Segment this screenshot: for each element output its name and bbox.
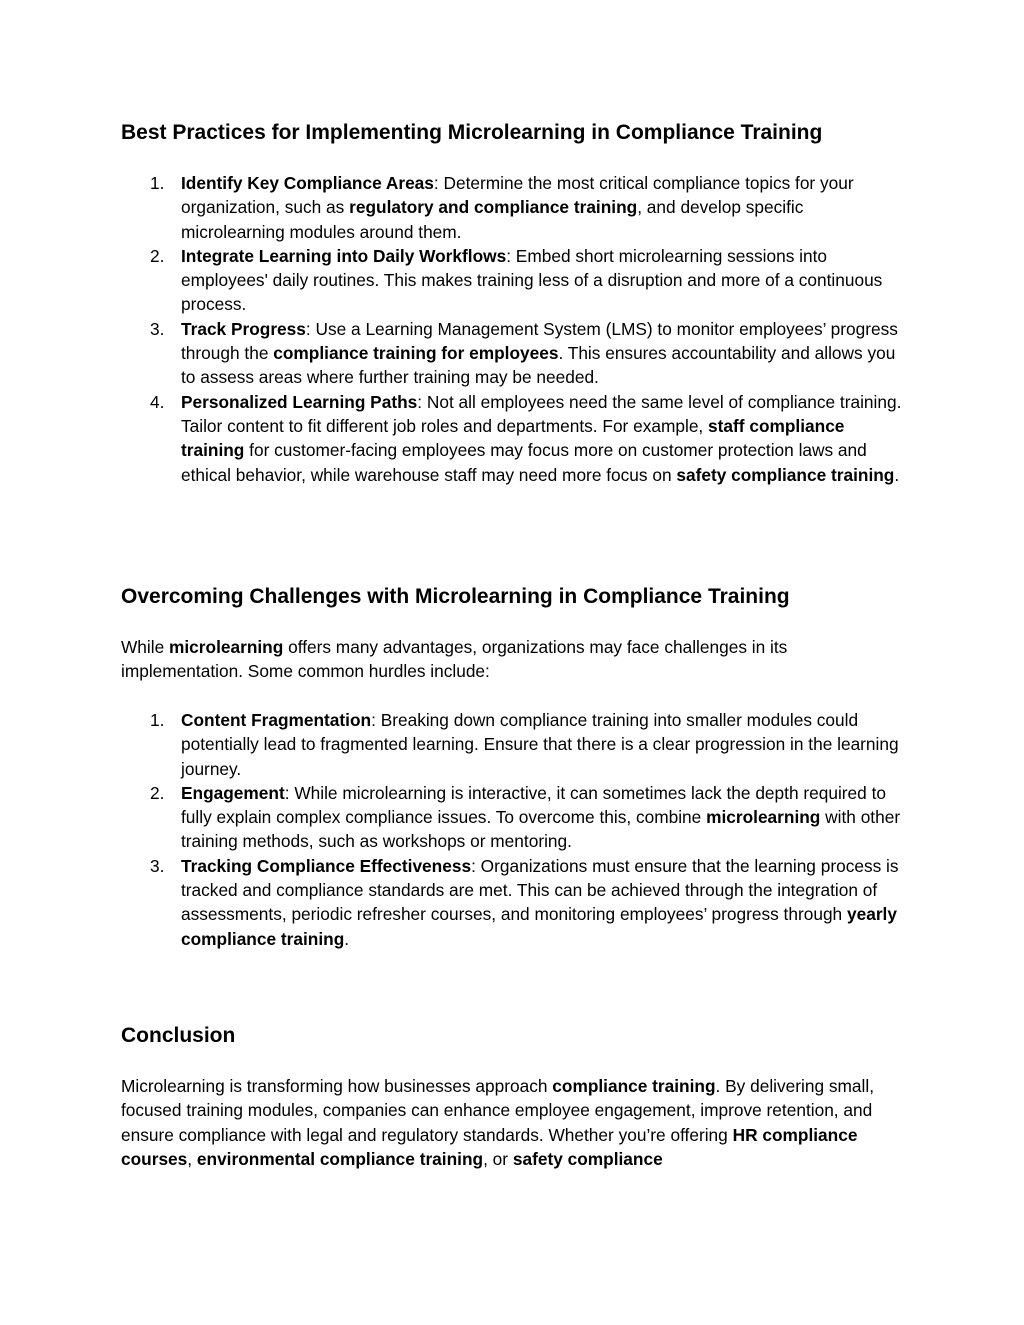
text-run: , or [483,1148,513,1169]
list-number: 2. [150,245,165,266]
text-run: . By delivering small, focused training modules, companies can enhance employee engagement, improve retention, and ensure compliance with legal and regulatory standards. Whether you’re offering [121,1076,874,1145]
section-heading-challenges: Overcoming Challenges with Microlearning in Compliance Training [121,585,790,608]
bold-text: compliance training [552,1076,716,1096]
text-run: with other training methods, such as workshops or mentoring. [181,807,901,852]
section-heading-conclusion: Conclusion [121,1024,236,1047]
bold-text: Integrate Learning into Daily Workflows [181,245,507,266]
bold-text: microlearning [169,637,284,657]
list-item-text [181,856,899,949]
bold-text: safety compliance training [676,464,895,485]
bold-text: staff compliance training [181,415,845,461]
bold-text: yearly compliance training [181,904,897,949]
bold-text: Content Fragmentation [181,710,372,730]
list-item [121,854,911,951]
list-item [121,708,911,781]
bold-text: regulatory and compliance training [349,197,638,218]
text-run: Microlearning is transforming how businesses approach [121,1076,553,1096]
text-run: : Determine the most critical compliance topics for your organization, such as [181,173,854,218]
bold-text: microlearning [706,807,821,828]
bold-text: compliance training for employees [273,343,559,364]
text-run: : Use a Learning Management System (LMS) to monitor employees’ progress through the [181,318,898,364]
bold-text: environmental compliance training [196,1148,484,1169]
text-run: offers many advantages, organizations may face challenges in its implementation. Some common hurdles include: [121,637,788,682]
best-practices-list [121,171,911,487]
bold-text: HR compliance courses [121,1124,858,1169]
text-run: : Embed short microlearning sessions into employees' daily routines. This makes training less of a disruption and more of a continuous process. [181,245,883,315]
list-item [121,781,911,854]
text-run: . [344,928,350,949]
list-item-text [181,319,898,388]
list-number: 3. [150,318,165,339]
bold-text: safety compliance [512,1148,663,1169]
list-item-text [181,246,882,315]
list-item-text [181,392,901,485]
text-run: , and develop specific microlearning modules around them. [181,197,804,242]
list-number: 1. [150,173,165,193]
bold-text: Identify Key Compliance Areas [181,173,434,193]
list-item [121,171,911,244]
list-number: 4. [150,391,165,412]
text-run: While [121,637,170,657]
text-run: : While microlearning is interactive, it can sometimes lack the depth required to fully explain complex compliance issues. To overcome this, combine [181,782,886,828]
list-item-text [181,173,854,242]
challenges-intro [121,635,911,684]
bold-text: Engagement [181,782,285,803]
conclusion-paragraph [121,1074,911,1171]
text-run: : Organizations must ensure that the learning process is tracked and compliance standards are met. This can be achieved through the integration of assessments, periodic refresher courses, and monitoring employees’ progress through [181,855,899,925]
text-run: for customer-facing employees may focus more on customer protection laws and ethical behavior, while warehouse staff may need more focus on [181,440,867,485]
section-heading-best-practices: Best Practices for Implementing Microlearning in Compliance Training [121,121,823,144]
text-run: . [894,464,900,485]
list-item-text [181,710,899,779]
text-run: . This ensures accountability and allows you to assess areas where further training may be needed. [181,343,896,388]
challenges-list [121,708,911,951]
list-number: 2. [150,782,165,803]
text-run: : Breaking down compliance training into smaller modules could potentially lead to fragmented learning. Ensure that there is a clear progression in the learning journey. [181,710,899,779]
list-item [121,317,911,390]
text-run: : Not all employees need the same level of compliance training. Tailor content to fit different job roles and departments. For example, [181,391,902,436]
list-number: 1. [150,710,165,730]
list-number: 3. [150,855,165,876]
bold-text: Track Progress [181,318,306,339]
list-item [121,244,911,317]
bold-text: Personalized Learning Paths [181,391,418,412]
list-item [121,390,911,487]
text-run: , [187,1148,197,1169]
bold-text: Tracking Compliance Effectiveness [181,855,472,876]
list-item-text [181,783,900,852]
